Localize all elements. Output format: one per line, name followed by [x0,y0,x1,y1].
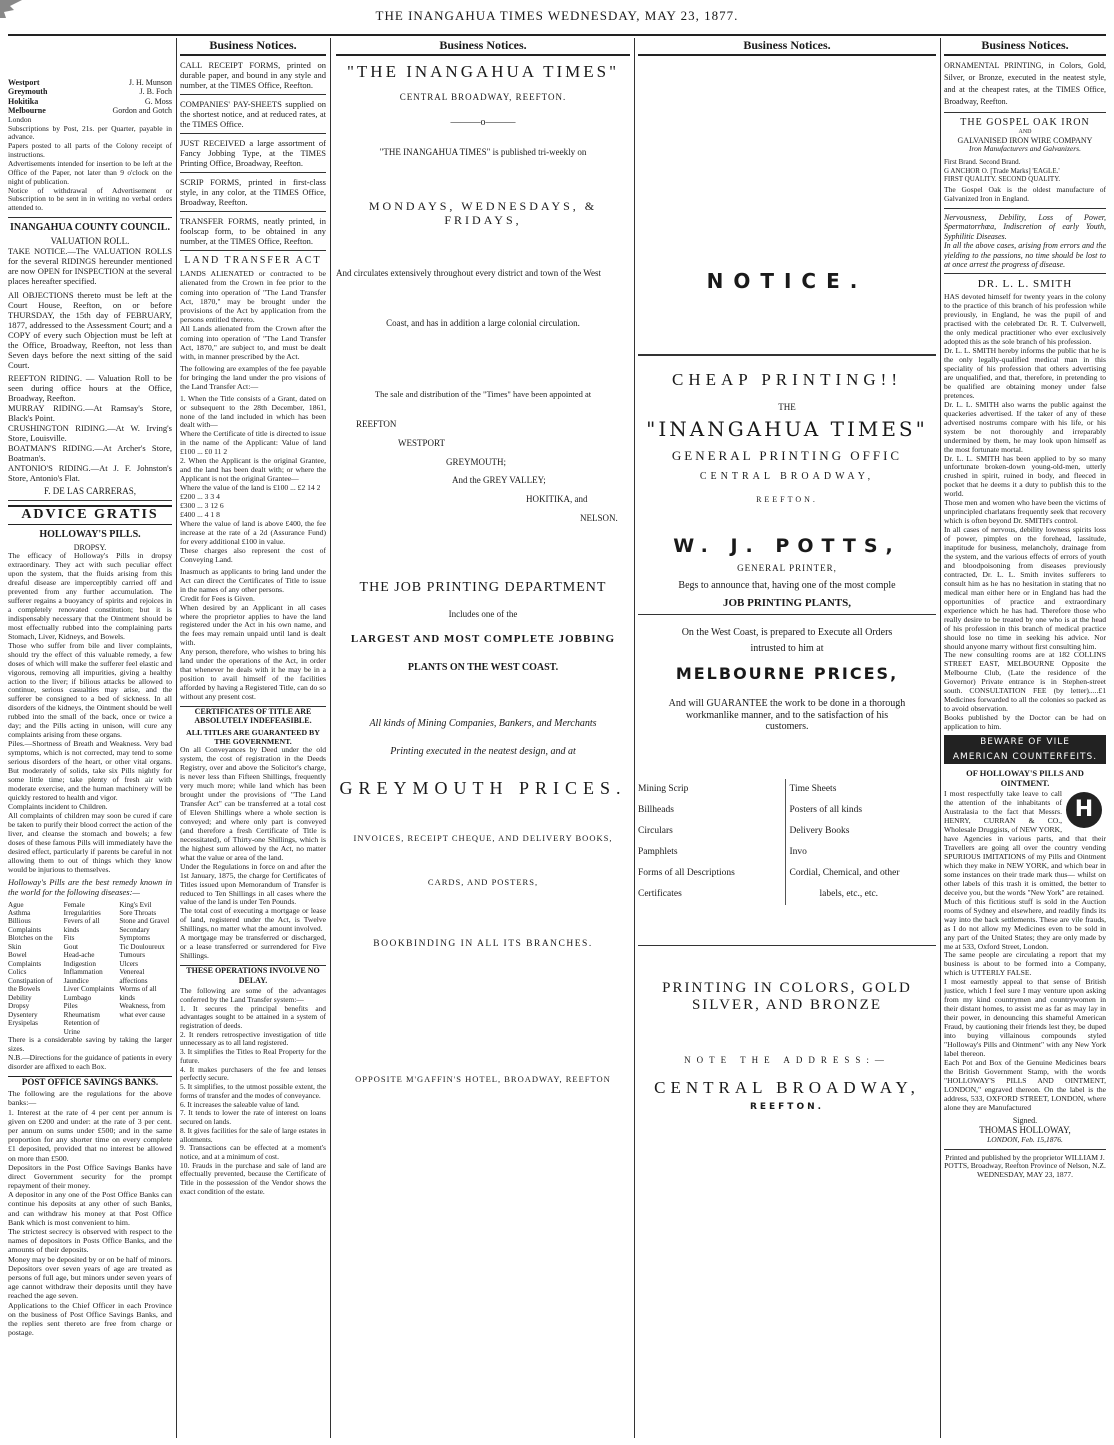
council-ridings: REEFTON RIDING. — Valuation Roll to be seen during office hours at the Office, Broadway, Reefton. MURRAY RIDING.—At Ramsay's Store, Black's Point. CRUSHINGTON RIDING.—At W. Irving's Store, Louisville. BOATMAN'S RIDING.—At Archer's Store, Boatman's. ANTONIO'S RIDING.—At J. F. Johnston's Store, Antonio's Flat. [8,372,172,483]
cards-line: CARDS, AND POSTERS, [427,876,539,887]
oak-note: The Gospel Oak is the oldest manufacture of Galvanized Iron in England. [944,185,1106,203]
general-printer: GENERAL PRINTER, [737,562,837,573]
circulation-line2: Coast, and has in addition a large colonial circulation. [386,318,580,329]
times-title: "INANGAHUA TIMES" [646,417,928,442]
ad-scrip-forms: SCRIP FORMS, printed in first-class style, in any color, at the TIMES Office, Broadway, Reefton. [180,177,326,208]
potts-name: W. J. POTTS, [673,534,901,557]
circulation-line1: And circulates extensively throughout every district and town of the West [336,267,602,278]
oak-brands: First Brand. Second Brand. G ANCHOR O. [Trade Marks] 'EAGLE.' FIRST QUALITY. SECOND QUALITY. [944,158,1061,183]
disease-item: Piles [63,1002,78,1011]
ornamental-ad: ORNAMENTAL PRINTING, in Colors, Gold, Silver, or Bronze, executed in the neatest style, and at the cheapest rates, at the TIMES Office, Broadway, Reefton. [944,61,1106,107]
agent-name: G. Moss [144,96,172,106]
certs-subtitle: ALL TITLES ARE GUARANTEED BY THE GOVERNMENT. [186,727,320,747]
product-item: Mining Scrip [638,784,689,795]
column-heading: Business Notices. [180,38,326,56]
west-coast-line2: intrusted to him at [750,643,824,655]
subscription-terms: London Subscriptions by Post, 21s. per Quarter, payable in advance. Papers posted to all parts of the Colony receipt of instructions. Advertisements intended for insertion to be left at the Office of the Paper, not later than 9 o'clock on the night of publication. Notice of withdrawal of Advertisement or Subscription to be sent in in writing no verbal orders attended to. [8,114,172,213]
holloway-title: HOLLOWAY'S PILLS. [39,528,141,540]
disease-item: Erysipelas [8,1019,38,1028]
column-divider [176,38,177,1438]
disease-item: Retention of Urine [63,1019,100,1036]
product-item: Time Sheets [789,784,837,795]
disease-item: Asthma [8,908,31,917]
notice-banner: NOTICE. [706,269,868,294]
column-divider [940,38,941,1438]
diseases-title: Holloway's Pills are the best remedy known in the world for the following diseases:— [8,877,172,898]
column-heading: Business Notices. [336,38,630,56]
column-4 [638,38,936,1438]
disease-item: Venereal affections [119,968,148,985]
disease-item: Gout [63,942,79,951]
product-item: Posters of all kinds [789,805,863,816]
place-item: And the GREY VALLEY; [452,475,546,486]
ornament-rule: ———o——— [450,116,516,128]
fees-intro: The following are examples of the fee payable for bringing the land under the pro visions of the Land Transfer Act:— [180,364,326,392]
divider [180,250,326,251]
column-3 [336,38,630,1438]
disease-item: Bowel Complaints [8,951,42,968]
lta-title: LAND TRANSFER ACT [184,255,322,267]
certs-body: On all Conveyances by Deed under the old system, the cost of registration in the Deeds Registry, over and above the Solicitor's charge, is never less than Fifteen Shillings, frequently very much more; while land which has been brought under the provisions of "The Land Transfer Act" can be transferred at a total cost of Eleven Shillings where a whole section is conveyed; and where only part is conveyed (and therefore a fresh Certificate of Title is necessitated), of Thirty-one Shillings, which is the highest sum allowed by the Act, no matter what the value or area of the land. Under the Regulations in force on and after the 1st January, 1875, the charge for Certificates of Titles issued upon Memorandum of Transfer is reduced to Ten Shillings in all cases where the value of the land is under Ten Pounds. The total cost of executing a mortgage or lease of land, registered under the Act, is Twelve Shillings, no matter what the amount involved. A mortgage may be transferred or discharged, or a lease transferred or surrendered for Five Shillings. [180,745,326,961]
fees-credit: Inasmuch as applicants to bring land under the Act can direct the Certificates of Title to issue in the names of any other persons. Credit for Fees is Given. When desired by an Applicant in all cases where the proprietor applies to have the land registered under the Act in his own name, and the fees may remain unpaid until land is dealt with. Any person, therefore, who wishes to bring his land under the operations of the Act, in order that whenever he deals with it he may be in a position to avail himself of the facilities afforded by having a Registered Title, can do so without any present cost. [180,566,326,702]
disease-item: Rheumatism [63,1010,100,1019]
column-heading: Business Notices. [638,38,936,56]
disease-item: Worms of all kinds [119,985,157,1002]
disease-item: Jaundice [63,976,89,985]
paper-address: CENTRAL BROADWAY, REEFTON. [399,92,567,103]
oak-company: GALVANISED IRON WIRE COMPANY [957,136,1093,146]
imprint-date: WEDNESDAY, MAY 23, 1877. [976,1170,1074,1180]
distribution-places [336,415,630,528]
holloway-counterfeit-body: I most respectfully take leave to call the attention of the inhabitants of Australasia to the fact that Messrs. HENRY, CURRAN & CO., Wholesale Druggists, of NEW YORK, have Agencies in various parts, and that their Travellers are going all over the country vending SPURIOUS IMITATIONS of my Pills and Ointment which they make in NEW YORK, and which bear in some instances on their trade mark thus— whilst on other labels of this trash it is omitted, the better to deceive you, but the words "New York" are retained. Much of this fictitious stuff is sold in the Auction rooms of Sydney and elsewhere, and readily finds its way into the back settlements. These are vile frauds, as I do not allow my Medicines even to be sold in any part of the United States; they are only made by me at 533, Oxford Street, London. The same people are circulating a report that my business is about to be formed into a Company, which is UTTERLY FALSE. I most earnestly appeal to that sense of British justice, which I feel sure I may venture upon asking from my kind countrymen and countrywomen in their distant homes, to assist me as far as may lay in their power, in denouncing this shameful American Fraud, by cautioning their friends lest they, be duped into buying villainous compounds styled "Holloway's Pills and Ointment" with any New York label thereon. Each Pot and Box of the Genuine Medicines bears the British Government Stamp, with the words "HOLLOWAY'S PILLS AND OINTMENT, LONDON," engraved thereon. On the label is the address, 533, OXFORD STREET, LONDON, where alone they are Manufactured [944,789,1106,1112]
diseases-list [8,901,172,1037]
ad-pay-sheets: COMPANIES' PAY-SHEETS supplied on the shortest notice, and at reduced rates, at the TIMES Office. [180,99,326,130]
savings-title: POST OFFICE SAVINGS BANKS. [8,1076,172,1088]
greymouth-prices: GREYMOUTH PRICES. [339,777,627,798]
disease-item: Billious Complaints [8,917,42,934]
product-item: Billheads [638,805,674,816]
disease-item: Inflammation [63,968,103,977]
bookbinding-line: BOOKBINDING IN ALL ITS BRANCHES. [373,938,593,949]
column-5 [944,38,1106,1438]
masthead-rule [8,34,1106,36]
council-subtitle: VALUATION ROLL. [50,235,130,246]
published-line: "THE INANGAHUA TIMES" is published tri-weekly on [379,146,587,157]
melbourne-prices: MELBOURNE PRICES, [675,663,899,683]
product-item: Cordial, Chemical, and other [789,867,900,878]
place-item: REEFTON [356,418,397,429]
disease-item: Dysentery [8,1010,38,1019]
divider [180,211,326,212]
column-heading: Business Notices. [944,38,1106,56]
product-item: Circulars [638,825,673,836]
disease-item: Head-ache [63,951,95,960]
disease-item: Sore Throats [119,908,157,917]
product-item: Certificates [638,888,682,899]
job-printing-plants: JOB PRINTING PLANTS, [638,597,936,615]
reefton-label: REEFTON. [756,495,818,505]
smith-body: HAS devoted himself for twenty years in the colony to the practice of this branch of his profession while previously, in England, he was the pupil of and practised with the celebrated Dr. R. T. Culverwell, the only medical practitioner who ever exclusively adopted this as the sole branch of his profession. Dr. L. L. SMITH hereby informs the public that he is the only legally-qualified medical man in this speciality of his profession that others advertising are unqualified, and that, therefore, in pretending to be qualified are obtaining money under false pretences. Dr. L. L. SMITH also warns the public against the quackeries advertised. If the taker of any of these advertised nostrums compare with his life, or his system be not thoroughly and irreparably undermined by them, he may look upon himself as the most fortunate mortal. Dr. L. L. SMITH has been applied to by so many unfortunate broken-down young-old-men, utterly crushed in spirit, ruined in body, and fleeced in pocket that he deems it a duty to publish this to the world. Those men and women who have been the victims of unprincipled charlatans frequently seek that recovery which is often beyond Dr. SMITH's control. In all cases of nervous, debility lowness spirits loss of power, pimples on the forehead, lassitude, inaptitude for business, melancholy, drainage from the system, and the various effects of errors of youth and bloodpoisoning from diseases previously contracted, Dr. L. L. Smith invites sufferers to consult him as he has no hesitation in stating that no medical man either here or in England has had the opportunities of practice and extraordinary experience which he has had. Therefore those who really desire to be treated by one who is at the head of his profession in this branch of medical practice should lose no time in seeking his advice. Nor should anyone marry without first consulting him. The new consulting rooms are at 182 COLLINS STREET EAST, MELBOURNE Opposite the Melbourne Club, (Late the residence of the Governor) Private entrance is in Stephen-street south. CONSULTATION FEE (by letter).....£1 Medicines forwarded to all the colonies so packed as to avoid observation. Books published by the Doctor can be had on application to him. [944,292,1106,732]
central-broadway: CENTRAL BROADWAY, [699,471,875,483]
agent-place: Melbourne [8,106,46,116]
disease-item: Indigestion [63,959,96,968]
disease-item: Fevers of all kinds [63,917,100,934]
trademark-h-icon: H [1066,792,1102,828]
begs-line: Begs to announce that, having one of the most comple [678,579,896,591]
diseases-note: There is a considerable saving by taking the larger sizes. N.B.—Directions for the guidance of patients in every disorder are affixed to each Box. [8,1035,172,1071]
colors-line1: PRINTING IN COLORS, GOLD [662,979,912,996]
place-item: GREYMOUTH; [446,456,506,467]
product-item: Delivery Books [789,825,850,836]
divider [944,1149,1106,1150]
divider [180,94,326,95]
column-2 [180,38,326,1438]
guarantee-line2: workmanlike manner, and to the satisfaction of his [685,709,889,721]
paper-title: "THE INANGAHUA TIMES" [346,62,620,82]
holloway-body: The efficacy of Holloway's Pills in dropsy extraordinary. They act with such peculiar effect upon the system, that the fluids arising from this dreaful disease are imperceptibly carried off and prevented from any further accumulation. The sufferer regains a buoyancy of spirits and rejoices in a completely renovated constitution; but it is indispensably necessary that the Ointment should be most effectually rubbed into the complaining parts Stomach, Liver, Kidneys, and Bowels. Those who suffer from bile and liver complaints, should try the effect of this valuable remedy, a few doses of which will make the sufferer feel elastic and vigorous, removing all impurities, giving a healthy action to the liver; if bilious attacks be allowed to continue, serious casualties may arise, and the sufferer be consigned to a bed of sickness. In all disorders of the kidneys, the Ointment should be well rubbed into the small of the back, once or twice a day; and the Pills acting in unison, will cure any complaints arising from these organs. Piles.—Shortness of Breath and Weakness. Very bad symptoms, which is not corrected, may tend to some serious disorders of the heart, or other vital organs. But moderately of solids, take six Pills nightly for some little time; take plenty of fresh air with moderate exercise, and the human machinery will be quickly restored to health and vigor. Complaints incident to Children. All complaints of children may soon be cured if care be taken to purify their blood correct the action of the liver, and cleanse the stomach and bowels; a few doses of these famous Pills will immediately have the desired effect, particularly if parents be careful in not allowing them to out of things which they know would be injurious to themselves. [8,551,172,874]
holloway-date: LONDON, Feb. 15,1876. [987,1134,1063,1144]
council-signature: F. DE LAS CARRERAS, [43,485,137,496]
agent-place: Greymouth [8,87,48,97]
agent-name: J. H. Munson [128,78,172,87]
product-item: labels, etc., etc. [819,888,879,899]
kinds-line1: All kinds of Mining Companies, Bankers, and Merchants [369,718,597,729]
ad-transfer-forms: TRANSFER FORMS, neatly printed, in foolscap form, to be obtained in any number, at the TIMES Office, Reefton. [180,216,326,247]
plants-line: PLANTS ON THE WEST COAST. [407,662,559,674]
divider [180,133,326,134]
divider [8,217,172,218]
publication-days: MONDAYS, WEDNESDAYS, & FRIDAYS, [368,199,598,228]
cheap-printing: CHEAP PRINTING!! [671,369,902,389]
masthead: THE INANGAHUA TIMES WEDNESDAY, MAY 23, 1877. [375,8,739,23]
invoices-line: INVOICES, RECEIPT CHEQUE, AND DELIVERY BOOKS, [353,832,613,843]
council-title: INANGAHUA COUNTY COUNCIL. [10,222,170,234]
divider [944,208,1106,209]
smith-title: DR. L. L. SMITH [977,278,1073,291]
lta-body: LANDS ALIENATED or contracted to be alienated from the Crown in fee prior to the coming into operation of "The Land Transfer Act, 1870," may be brought under the provisions of the Act by application from the persons entitled thereto. All Lands alienated from the Crown after the coming into operation of "The Land Transfer Act, 1870," are subject to, and must be dealt with, in manner prescribed by the Act. [180,269,326,361]
disease-item: Lumbago [63,993,92,1002]
products-list [638,779,936,904]
disease-item: Debility [8,993,32,1002]
job-subtitle: Includes one of the [448,608,518,619]
disease-item: Female Irregularities [63,900,101,917]
disease-item: King's Evil [119,900,152,909]
disease-item: Tumours [119,951,146,960]
place-item: NELSON. [580,513,618,524]
fees-body: 1. When the Title consists of a Grant, dated on or subsequent to the 28th December, 1861, none of the land included in which has been dealt with— Where the Certificate of title is directed to issue in the name of the Applicant: Value of land £100 ... £0 11 2 2. When the Applicant is the original Grantee, and the land has been dealt with; or where the Applicant is not the original Grantee— Where the value of the land is £100 ... £2 14 2 £200 ... 3 3 4 £300 ... 3 12 6 £400 ... 4 1 8 Where the value of land is above £400, the fee increase at the rate of a 2d (Assurance Fund) for every additional £100 in value. These charges also represent the cost of Conveying Land. [180,393,326,564]
job-title: THE JOB PRINTING DEPARTMENT [359,580,607,596]
largest-line: LARGEST AND MOST COMPLETE JOBBING [350,633,616,646]
agent-place: Westport [8,78,40,87]
council-objections: All OBJECTIONS thereto must be left at the Court House, Reefton, on or before THURSDAY, the 15th day of FEBRUARY, 1877, addressed to the Assessment Court; and a COPY of every such Objection must be left at the Office, Broadway, Reefton, not less than Seven days before the next sitting of the said Court. [8,289,172,370]
council-notice: TAKE NOTICE.—The VALUATION ROLLS for the several RIDINGS hereunder mentioned are now OPEN for INSPECTION at the several places hereafter specified. [8,246,172,287]
guarantee-line1: And will GUARANTEE the work to be done in a thorough [668,697,906,709]
disease-item: Tic Douloureux [119,942,165,951]
oak-and: AND [1018,128,1032,135]
disease-item: Colics [8,968,27,977]
disease-item: Ague [8,900,24,909]
certs-title: CERTIFICATES OF TITLE ARE ABSOLUTELY INDEFEASIBLE. [180,706,326,726]
agents-list [8,78,172,116]
disease-item: Fits [63,934,75,943]
imprint: Printed and published by the proprietor WILLIAM J. POTTS, Broadway, Reefton Province of Nelson, N.Z. [944,1152,1106,1171]
west-coast-line1: On the West Coast, is prepared to Execute all Orders [681,627,893,639]
holloway-counterfeit-title: OF HOLLOWAY'S PILLS AND OINTMENT. [966,768,1084,789]
savings-body: The following are the regulations for the above banks:— 1. Interest at the rate of 4 per cent per annum is given on £200 and under: at the rate of 3 per cent. per annum on sums under £500; and in the same proportion for any shorter time on every complete £1 deposited, provided that no interest be allowed on more than £500. Depositors in the Post Office Savings Banks have direct Government security for the prompt repayment of their money. A depositor in any one of the Post Office Banks can continue his deposits at any other of such Banks, and can withdraw his money at that Post Office Bank which is most convenient to him. The strictest secrecy is observed with respect to the names of depositors in Posts Office Banks, and the amounts of their deposits. Money may be deposited by or on be half of minors. Depositors over seven years of age are treated as persons of full age, but minors under seven years of age cannot withdraw their deposits until they have reached the age seven. Applications to the Chief Officer in each Province on the business of Post Office Savings Banks, and the replies sent thereto are free from charge or postage. [8,1089,172,1338]
disease-item: Blotches on the Skin [8,934,53,951]
ad-jobbing-type: JUST RECEIVED a large assortment of Fancy Jobbing Type, at the TIMES Printing Office, Broadway, Reefton. [180,138,326,169]
the-label: THE [778,401,796,412]
product-item: Pamphlets [638,846,678,857]
reefton-footer: REEFTON. [749,1101,825,1112]
ad-call-receipt: CALL RECEIPT FORMS, printed on durable paper, and bound in any style and number, at the TIMES Office, Reefton. [180,60,326,91]
agent-name: J. B. Foch [139,87,172,97]
product-item: Forms of all Descriptions [638,867,735,878]
holloway-signed: Signed. [1012,1115,1038,1125]
note-address: NOTE THE ADDRESS:— [684,1054,890,1065]
ops-title: THESE OPERATIONS INVOLVE NO DELAY. [180,965,326,985]
beware-banner-2: AMERICAN COUNTERFEITS. [944,750,1106,765]
colors-line2: SILVER, AND BRONZE [691,997,883,1014]
product-item: Invo [789,846,807,857]
column-1 [8,38,172,1438]
central-broadway-footer: CENTRAL BROADWAY, [654,1077,920,1097]
disease-item: Constipation of the Bowels [8,976,53,994]
divider [8,500,172,501]
divider [944,112,1106,113]
place-item: WESTPORT [398,437,445,448]
oak-title: THE GOSPEL OAK IRON [960,117,1090,129]
disease-item: Dropsy [8,1002,30,1011]
nervousness-ad: Nervousness, Debility, Loss of Power, Spermatorrhœa, Indiscretion of early Youth, Syphilitic Diseases. In all the above cases, arising from errors and the yielding to the passions, no time should be lost to at once arrest the progress of disease. [944,212,1106,269]
disease-item: Ulcers [119,959,139,968]
place-item: HOKITIKA, and [526,494,588,505]
disease-item: Liver Complaints [63,985,115,994]
divider [180,172,326,173]
holloway-name: THOMAS HOLLOWAY, [979,1125,1071,1136]
advice-title: ADVICE GRATIS [8,505,172,525]
agent-place: Hokitika [8,96,39,106]
disease-item: Stone and Gravel [119,917,170,926]
oak-subtitle: Iron Manufacturers and Galvanizers. [969,144,1081,154]
disease-item: Secondary Symptoms [119,925,151,943]
dropsy-heading: DROPSY. [73,542,107,552]
divider [944,273,1106,274]
guarantee-line3: customers. [765,721,809,733]
column-divider [330,38,331,1438]
disease-item: Weakness, from what ever cause [119,1002,166,1019]
kinds-line2: Printing executed in the neatest design, and at [390,745,576,757]
address-footer: OPPOSITE M'GAFFIN'S HOTEL, BROADWAY, REEFTON [355,1074,611,1085]
beware-banner-1: BEWARE OF VILE [944,735,1106,750]
agent-name: Gordon and Gotch [112,106,172,116]
ops-body: The following are some of the advantages conferred by the Land Transfer system:— 1. It secures the principal benefits and advantages sought to be attained in a system of registration of deeds. 2. It renders retrospective investigation of title unnecessary as to all land registered. 3. It simplifies the Titles to Real Property for the future. 4. It makes purchasers of the fee and lenses perfectly secure. 5. It simplifies, to the utmost possible extent, the forms of transfer and the modes of conveyance. 6. It increases the saleable value of land. 7. It tends to lower the rate of interest on loans secured on lands. 8. It gives facilities for the sale of large estates in allotments. 9. Transactions can be effected at a moment's notice, and at a minimum of cost. 10. Frauds in the purchase and sale of land are effectually prevented, because the Certificate of Title in the possession of the Vendor shows the exact condition of the estate. [180,986,326,1196]
column-divider [634,38,635,1438]
distribution-line: The sale and distribution of the "Times" have been appointed at [374,388,592,399]
general-printing-office: GENERAL PRINTING OFFIC [671,448,903,463]
